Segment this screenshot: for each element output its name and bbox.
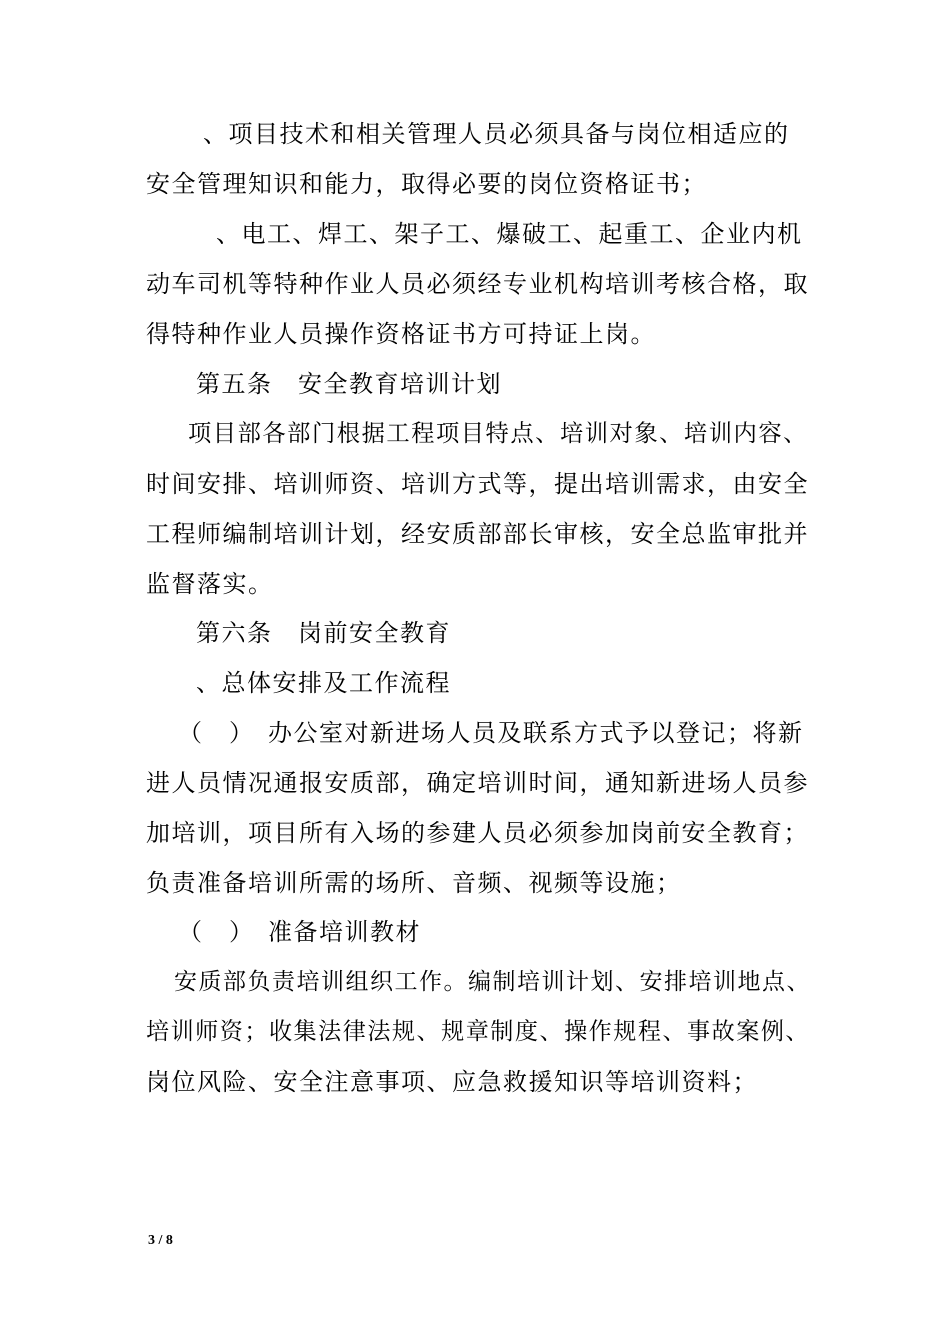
page-number: 3 / 8 <box>148 1233 173 1248</box>
paragraph-line: 动车司机等特种作业人员必须经专业机构培训考核合格，取 <box>146 270 809 298</box>
paragraph-line: 得特种作业人员操作资格证书方可持证上岗。 <box>146 320 656 348</box>
paragraph-line: 安全管理知识和能力，取得必要的岗位资格证书； <box>146 170 707 198</box>
paragraph-line: 岗位风险、安全注意事项、应急救援知识等培训资料； <box>146 1068 758 1096</box>
paragraph-line: 进人员情况通报安质部，确定培训时间，通知新进场人员参 <box>146 769 809 797</box>
subsection-heading: 、总体安排及工作流程 <box>196 669 451 697</box>
paragraph-line: 安质部负责培训组织工作。编制培训计划、安排培训地点、 <box>174 969 811 995</box>
paragraph-line: 加培训，项目所有入场的参建人员必须参加岗前安全教育； <box>146 819 809 847</box>
paragraph-line: 负责准备培训所需的场所、音频、视频等设施； <box>146 869 682 897</box>
paragraph-line: （ ） 办公室对新进场人员及联系方式予以登记；将新 <box>178 719 804 747</box>
section-heading: 第六条 岗前安全教育 <box>196 619 451 647</box>
paragraph-line: 培训师资；收集法律法规、规章制度、操作规程、事故案例、 <box>146 1019 811 1045</box>
subsection-heading: （ ） 准备培训教材 <box>178 918 421 946</box>
section-heading: 第五条 安全教育培训计划 <box>196 370 502 398</box>
paragraph-line: 监督落实。 <box>146 570 274 598</box>
paragraph-line: 项目部各部门根据工程项目特点、培训对象、培训内容、 <box>188 420 808 447</box>
paragraph-line: 、项目技术和相关管理人员必须具备与岗位相适应的 <box>203 120 790 148</box>
paragraph-line: 时间安排、培训师资、培训方式等，提出培训需求，由安全 <box>146 470 809 498</box>
paragraph-line: 工程师编制培训计划，经安质部部长审核，安全总监审批并 <box>146 520 809 548</box>
paragraph-line: 、电工、焊工、架子工、爆破工、起重工、企业内机 <box>216 220 803 248</box>
